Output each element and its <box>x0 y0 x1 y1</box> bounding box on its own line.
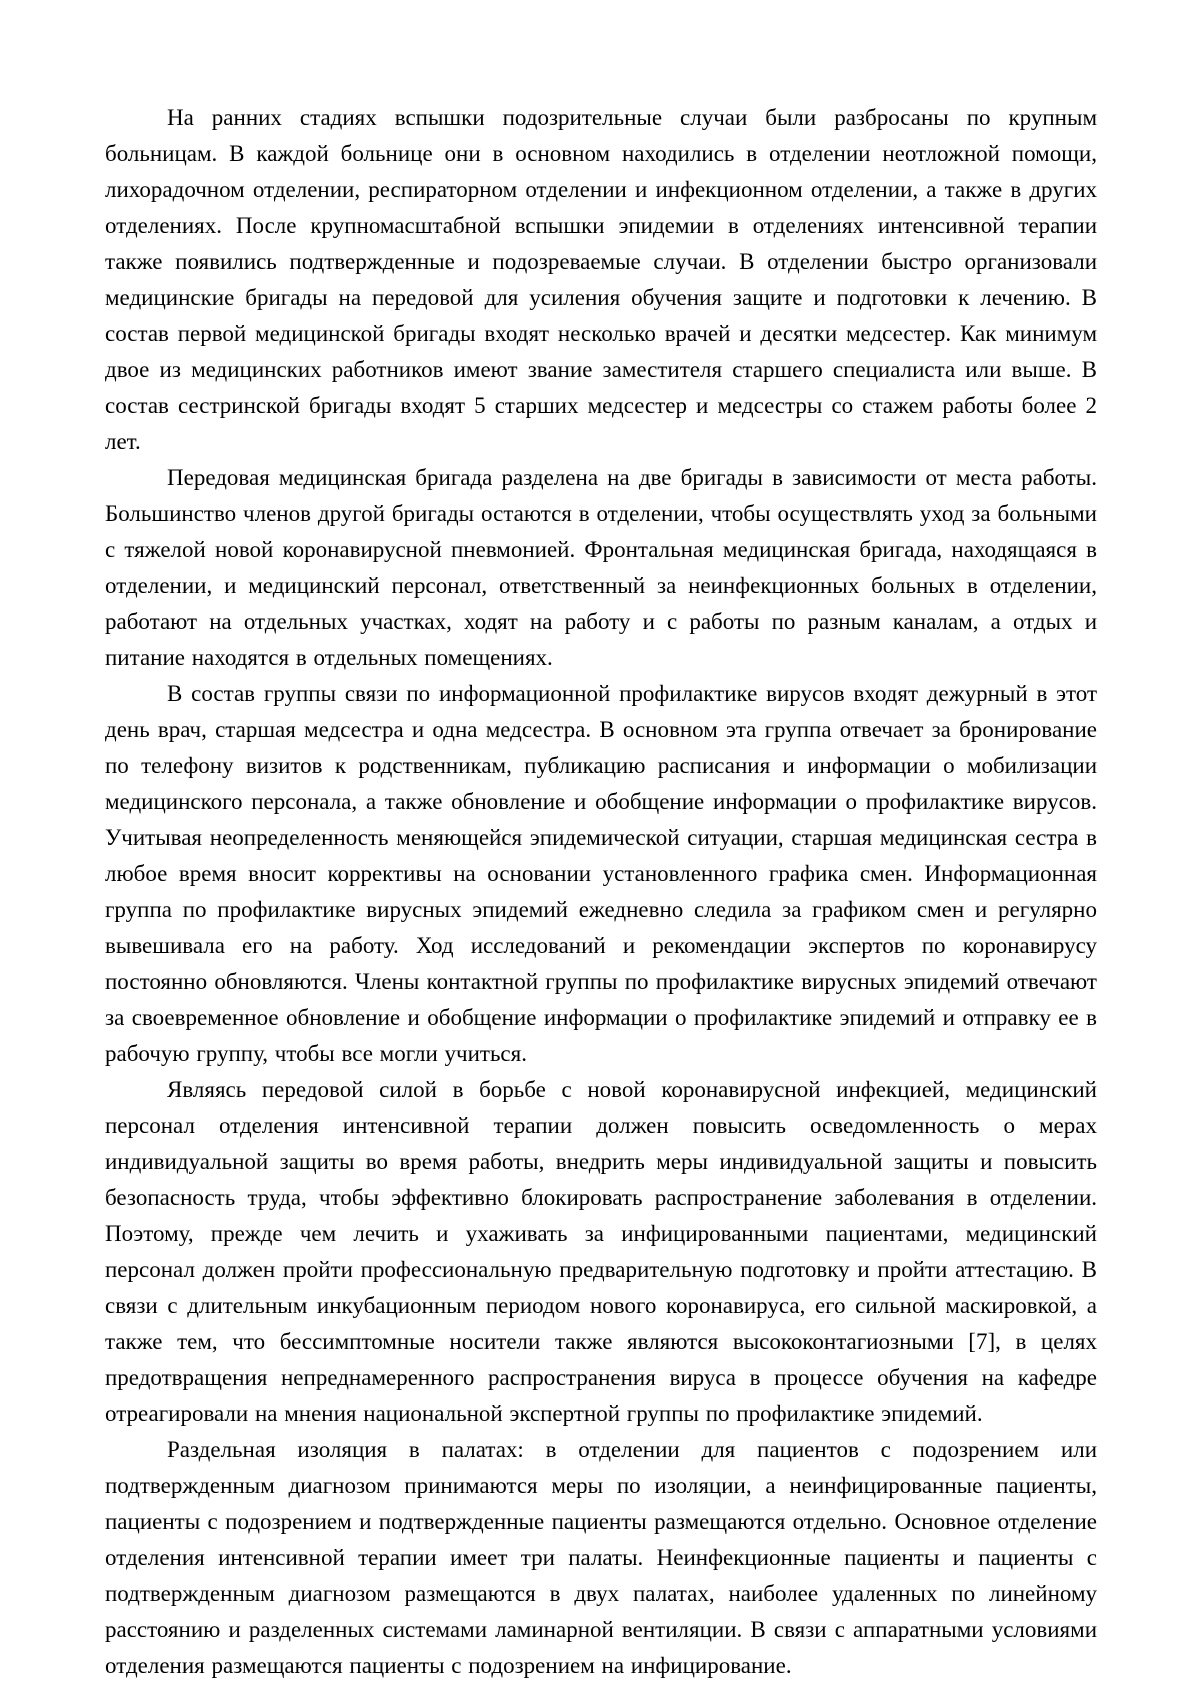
document-text-block <box>105 100 1097 1684</box>
paragraph-frontline-brigade: Передовая медицинская бригада разделена на две бригады в зависимости от места работы. Большинство членов другой бригады остаются в отделении, чтобы осуществлять уход за больными с тяжелой новой коронавирусной пневмонией. Фронтальная медицинская бригада, находящаяся в отделении, и медицинский персонал, ответственный за неинфекционных больных в отделении, работают на отдельных участках, ходят на работу и с работы по разным каналам, а отдых и питание находятся в отдельных помещениях. <box>105 465 1097 670</box>
paragraph-early-outbreak: На ранних стадиях вспышки подозрительные случаи были разбросаны по крупным больницам. В каждой больнице они в основном находились в отделении неотложной помощи, лихорадочном отделении, респираторном отделении и инфекционном отделении, а также в других отделениях. После крупномасштабной вспышки эпидемии в отделениях интенсивной терапии также появились подтвержденные и подозреваемые случаи. В отделении быстро организовали медицинские бригады на передовой для усиления обучения защите и подготовки к лечению. В состав первой медицинской бригады входят несколько врачей и десятки медсестер. Как минимум двое из медицинских работников имеют звание заместителя старшего специалиста или выше. В состав сестринской бригады входят 5 старших медсестер и медсестры со стажем работы более 2 лет. <box>105 105 1097 454</box>
paragraph-personnel-training: Являясь передовой силой в борьбе с новой коронавирусной инфекцией, медицинский персонал отделения интенсивной терапии должен повысить осведомленность о мерах индивидуальной защиты во время работы, внедрить меры индивидуальной защиты и повысить безопасность труда, чтобы эффективно блокировать распространение заболевания в отделении. Поэтому, прежде чем лечить и ухаживать за инфицированными пациентами, медицинский персонал должен пройти профессиональную предварительную подготовку и пройти аттестацию. В связи с длительным инкубационным периодом нового коронавируса, его сильной маскировкой, а также тем, что бессимптомные носители также являются высококонтагиозными [7], в целях предотвращения непреднамеренного распространения вируса в процессе обучения на кафедре отреагировали на мнения национальной экспертной группы по профилактике эпидемий. <box>105 1077 1097 1426</box>
paragraph-communication-group: В состав группы связи по информационной профилактике вирусов входят дежурный в этот день врач, старшая медсестра и одна медсестра. В основном эта группа отвечает за бронирование по телефону визитов к родственникам, публикацию расписания и информации о мобилизации медицинского персонала, а также обновление и обобщение информации о профилактике вирусов. Учитывая неопределенность меняющейся эпидемической ситуации, старшая медицинская сестра в любое время вносит коррективы на основании установленного графика смен. Информационная группа по профилактике вирусных эпидемий ежедневно следила за графиком смен и регулярно вывешивала его на работу. Ход исследований и рекомендации экспертов по коронавирусу постоянно обновляются. Члены контактной группы по профилактике вирусных эпидемий отвечают за своевременное обновление и обобщение информации о профилактике эпидемий и отправку ее в рабочую группу, чтобы все могли учиться. <box>105 681 1097 1066</box>
paragraph-ward-isolation: Раздельная изоляция в палатах: в отделении для пациентов с подозрением или подтвержденным диагнозом принимаются меры по изоляции, а неинфицированные пациенты, пациенты с подозрением и подтвержденные пациенты размещаются отдельно. Основное отделение отделения интенсивной терапии имеет три палаты. Неинфекционные пациенты и пациенты с подтвержденным диагнозом размещаются в двух палатах, наиболее удаленных по линейному расстоянию и разделенных системами ламинарной вентиляции. В связи с аппаратными условиями отделения размещаются пациенты с подозрением на инфицирование. <box>105 1437 1097 1678</box>
